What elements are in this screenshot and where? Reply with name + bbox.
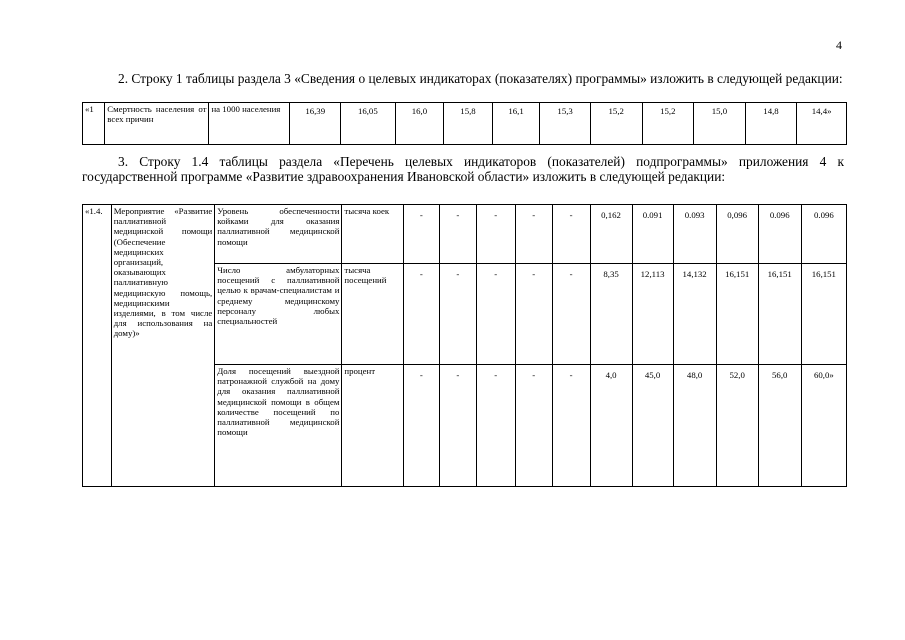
value-cell: 16,0 [395,103,444,145]
value-cell: 0,162 [590,205,632,264]
value-cell: 15,2 [642,103,694,145]
value-cell: - [476,205,515,264]
value-cell: 14,132 [673,264,716,365]
value-cell: 15,3 [540,103,591,145]
value-cell: - [552,205,590,264]
unit: тысяча коек [342,205,404,264]
value-cell: 16,05 [341,103,396,145]
value-cell: 8,35 [590,264,632,365]
value-cell: 12,113 [632,264,673,365]
paragraph-1 [82,71,844,86]
value-cell: 4,0 [590,365,632,487]
value-cell: - [476,264,515,365]
value-cell: 0.096 [801,205,846,264]
value-cell: 60,0» [801,365,846,487]
value-cell: 45,0 [632,365,673,487]
value-cell: - [403,205,439,264]
value-cell: 16,1 [492,103,540,145]
event-description: Мероприятие «Развитие паллиативной медицинской помощи (Обеспечение медицинских организаций, оказывающих паллиативную медицинскую помощь, медицинскими изделиями, в том числе для использования на дому)» [111,205,215,487]
page-number: 4 [836,38,842,52]
value-cell: 16,39 [290,103,341,145]
unit: на 1000 населения [209,103,290,145]
indicator-name: Доля посещений выездной патронажной службой на дому для оказания паллиативной медицинской помощи в общем количестве посещений по паллиативной медицинской помощи [215,365,342,487]
value-cell: 52,0 [716,365,758,487]
value-cell: 16,151 [758,264,801,365]
value-cell: - [403,264,439,365]
value-cell: 14,4» [797,103,847,145]
indicator-table-2 [82,204,847,487]
value-cell: - [515,264,552,365]
table-row [83,205,847,264]
row-number: «1 [83,103,105,145]
value-cell: 56,0 [758,365,801,487]
unit: процент [342,365,404,487]
row-number: «1.4. [83,205,112,487]
value-cell: - [552,264,590,365]
indicator-name: Уровень обеспеченности койками для оказания паллиативной медицинской помощи [215,205,342,264]
indicator-name: Число амбулаторных посещений с паллиативной целью к врачам-специалистам и среднему медицинскому персоналу любых специальностей [215,264,342,365]
value-cell: 15,8 [444,103,493,145]
paragraph-2-text: 3. Строку 1.4 таблицы раздела «Перечень целевых индикаторов (показателей) подпрограммы» приложения 4 к государственной программе «Развитие здравоохранения Ивановской области» изложить в следующей редакции: [82,154,844,184]
value-cell: 15,0 [694,103,746,145]
value-cell: 16,151 [716,264,758,365]
value-cell: 0.091 [632,205,673,264]
value-cell: 15,2 [590,103,642,145]
value-cell: 0.096 [758,205,801,264]
value-cell: - [552,365,590,487]
indicator-name: Смертность населения от всех причин [105,103,209,145]
value-cell: 0.093 [673,205,716,264]
paragraph-2 [82,154,844,184]
table-row [83,103,847,145]
value-cell: - [403,365,439,487]
unit: тысяча посещений [342,264,404,365]
indicator-table-1 [82,102,847,145]
paragraph-1-text: 2. Строку 1 таблицы раздела 3 «Сведения о целевых индикаторах (показателях) программы» изложить в следующей редакции: [118,71,843,86]
value-cell: - [439,205,476,264]
value-cell: 48,0 [673,365,716,487]
value-cell: 14,8 [745,103,797,145]
value-cell: 0,096 [716,205,758,264]
value-cell: - [515,365,552,487]
value-cell: - [439,264,476,365]
value-cell: - [439,365,476,487]
value-cell: - [515,205,552,264]
value-cell: 16,151 [801,264,846,365]
value-cell: - [476,365,515,487]
